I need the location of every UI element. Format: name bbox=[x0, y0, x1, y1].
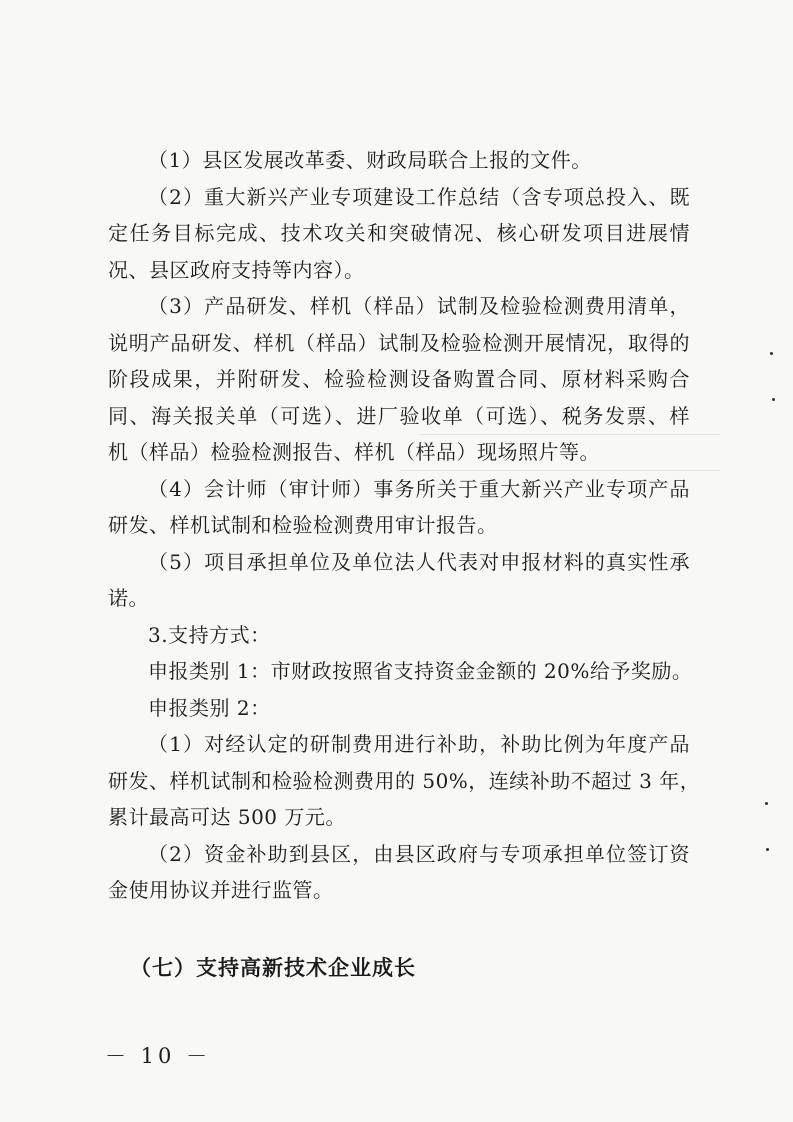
paragraph-line: 申报类别 2： bbox=[148, 695, 271, 720]
paragraph-line: （1）县区发展改革委、财政局联合上报的文件。 bbox=[148, 148, 592, 172]
paragraph-line: （2）资金补助到县区，由县区政府与专项承担单位签订资 bbox=[148, 841, 690, 866]
paragraph-line: 累计最高可达 500 万元。 bbox=[108, 805, 346, 829]
paragraph-line: 金使用协议并进行监管。 bbox=[108, 878, 334, 902]
paragraph-line: 况、县区政府支持等内容）。 bbox=[108, 257, 365, 282]
paragraph-line: （4）会计师（审计师）事务所关于重大新兴产业专项产品 bbox=[148, 476, 690, 501]
scan-dot-mark bbox=[765, 802, 768, 805]
section-subheading: 3.支持方式： bbox=[148, 622, 271, 647]
paragraph-line: 阶段成果，并附研发、检验检测设备购置合同、原材料采购合 bbox=[108, 367, 690, 391]
paragraph-line: （3）产品研发、样机（样品）试制及检验检测费用清单， bbox=[148, 294, 690, 318]
paragraph-line: （1）对经认定的研制费用进行补助，补助比例为年度产品 bbox=[148, 732, 690, 756]
body-text bbox=[108, 142, 701, 909]
scan-dot-mark bbox=[772, 398, 775, 401]
paragraph-line: （2）重大新兴产业专项建设工作总结（含专项总投入、既 bbox=[148, 184, 690, 209]
paragraph-line: 研发、样机试制和检验检测费用的 50%，连续补助不超过 3 年， bbox=[108, 768, 701, 793]
paragraph-line: 定任务目标完成、技术攻关和突破情况、核心研发项目进展情 bbox=[108, 221, 690, 245]
page-number: － 10 － bbox=[105, 1044, 212, 1068]
paragraph-line: 说明产品研发、样机（样品）试制及检验检测开展情况，取得的 bbox=[108, 330, 690, 355]
paragraph-line: 同、海关报关单（可选）、进厂验收单（可选）、税务发票、样 bbox=[108, 403, 690, 428]
paragraph-line: 机（样品）检验检测报告、样机（样品）现场照片等。 bbox=[108, 440, 600, 464]
section-heading: （七）支持高新技术企业成长 bbox=[130, 956, 416, 980]
scan-dot-mark bbox=[770, 352, 773, 355]
paragraph-line: 研发、样机试制和检验检测费用审计报告。 bbox=[108, 513, 498, 537]
paragraph-line: 申报类别 1：市财政按照省支持资金金额的 20%给予奖励。 bbox=[148, 659, 693, 683]
scan-dot-mark bbox=[766, 848, 769, 851]
paragraph-line: （5）项目承担单位及单位法人代表对申报材料的真实性承 bbox=[148, 549, 690, 574]
paragraph-line: 诺。 bbox=[108, 586, 149, 610]
